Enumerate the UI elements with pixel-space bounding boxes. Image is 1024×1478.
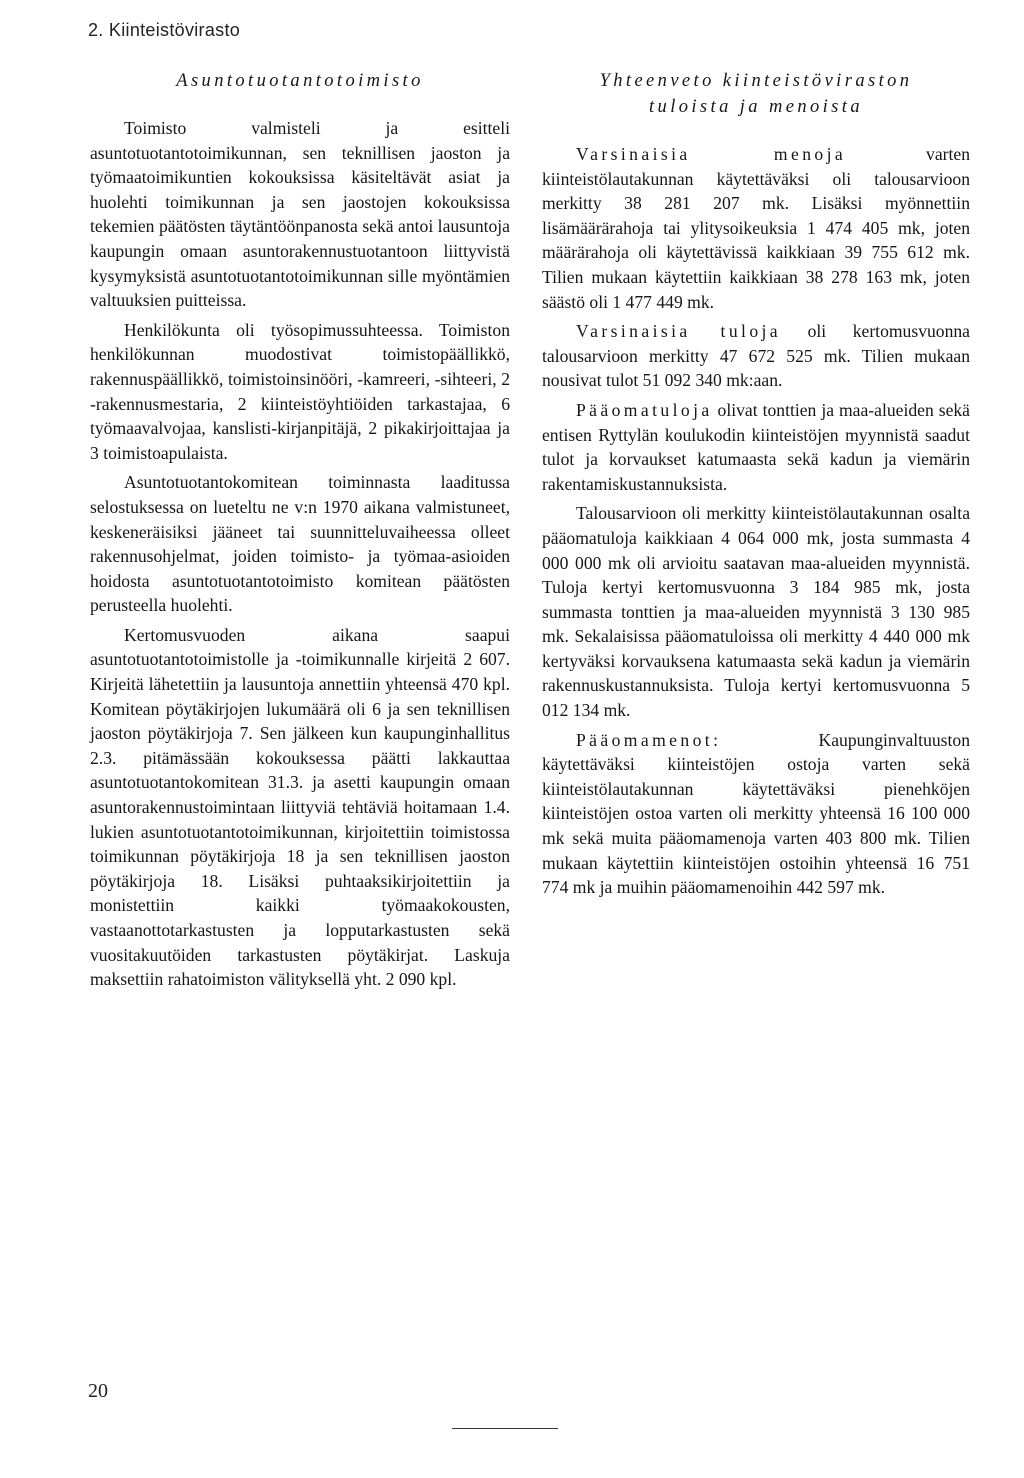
paragraph: Kertomusvuoden aikana saapui asuntotuotantotoimistolle ja -toimikunnalle kirjeitä 2 607. Kirjeitä lähetettiin ja lausuntoja annettiin yhteensä 470 kpl. Komitean pöytäkirjojen lukumäärä oli 6 ja sen teknillisen jaoston pöytäkirjoja 7. Sen jälkeen kun kaupunginhallitus 2.3. pitämässään kokouksessa päätti lakkauttaa asuntotuotantokomitean 31.3. ja asetti kaupungin omaan asuntorakennustoimintaan liittyviä tehtäviä hoitamaan 1.4. lukien asuntotuotantotoimikunnan, kirjoitettiin toimistossa toimikunnan pöytäkirjoja 18 ja sen teknillisen jaoston pöytäkirjoja 18. Lisäksi puhtaaksikirjoitettiin ja monistettiin kaikki työmaakokousten, vastaanottotarkastusten ja lopputarkastusten sekä vuositakuutöiden tarkastusten pöytäkirjat. Laskuja maksettiin rahatoimiston välityksellä yht. 2 090 kpl. (90, 624, 510, 990)
paragraph-text: olivat tonttien ja maa-alueiden sekä entisen Ryttylän koulukodin kiinteistöjen myynnistä saadut tulot ja korvaukset katumaasta sekä kadun ja viemärin rakentamiskustannuksista. (542, 399, 970, 494)
paragraph (542, 501, 970, 722)
paragraph: Toimisto valmisteli ja esitteli asuntotuotantotoimikunnan, sen teknillisen jaoston ja työmaatoimikuntien kokouksissa käsiteltävät asiat ja huolehti toimikunnan ja sen jaostojen kokouksissa tekemien päätösten täytäntöönpanosta sekä antoi lausuntoja kaupungin omaan asuntorakennustuotantoon liittyvistä kysymyksistä asuntotuotantotoimikunnan sille myöntämien valtuuksien puitteissa. (90, 118, 510, 311)
paragraph: Henkilökunta oli työsopimussuhteessa. Toimiston henkilökunnan muodostivat toimistopäällikkö, rakennuspäällikkö, toimistoinsinööri, -kamreeri, -sihteeri, 2 -rakennusmestaria, 2 kiinteistöyhtiöiden tarkastajaa, 6 työmaavalvojaa, kanslisti-kirjanpitäjä, 2 pikakirjoittajaa ja 3 toimistoapulaista. (90, 319, 510, 463)
running-head: 2. Kiinteistövirasto (88, 20, 241, 40)
section-title-yhteenveto (542, 68, 970, 120)
left-column (90, 68, 510, 997)
paragraph-lead: Varsinaisia menoja (576, 144, 847, 164)
paragraph-text: Talousarvioon oli merkitty kiinteistölautakunnan osalta pääomatuloja kaikkiaan 4 064 000 mk, josta summasta 4 000 000 mk oli arvioitu saatavan maa-alueiden myynnistä. Tuloja kertyi kertomusvuonna 3 184 985 mk, josta summasta tonttien ja maa-alueiden myynnistä 3 130 985 mk. Sekalaisissa pääomatuloissa oli merkitty 4 440 000 mk kertyväksi korvauksena katumaasta sekä kadun ja viemärin rakennuskustannuksista. Tuloja kertyi kertomusvuonna 5 012 134 mk. (542, 503, 970, 721)
page-number: 20 (88, 1380, 108, 1402)
paragraph-text: Kaupunginvaltuuston käytettäväksi kiinteistöjen ostoja varten sekä kiinteistölautakunnan käytettäväksi pienehköjen kiinteistöjen ostoa varten oli merkitty yhteensä 16 100 000 mk sekä muita pääomamenoja varten 403 800 mk. Tilien mukaan käytettiin kiinteistöjen ostoihin yhteensä 16 751 774 mk ja muihin pääomamenoihin 442 597 mk. (542, 729, 970, 898)
paragraph-lead: Varsinaisia tuloja (576, 321, 782, 342)
paragraph-lead: Pääomamenot: (576, 729, 722, 750)
paragraph: Asuntotuotantokomitean toiminnasta laaditussa selostuksessa on lueteltu ne v:n 1970 aikana valmistuneet, keskeneräisiksi jääneet tai suunnitteluvaiheessa olleet rakennusohjelmat, joiden toimisto- ja työmaa-asioiden hoidosta asuntotuotantotoimisto komitean päätösten perusteella huolehti. (90, 472, 510, 616)
paragraph-text: varten kiinteistölautakunnan käytettäväksi oli talousarvioon merkitty 38 281 207 mk. Lisäksi myönnettiin lisämäärärahoja tai ylitysoikeuksia 1 474 405 mk, joten määrärahoja oli käytettävissä kaikkiaan 39 755 612 mk. Tilien mukaan käytettiin kaikkiaan 38 278 163 mk, joten säästö oli 1 477 449 mk. (542, 144, 970, 312)
section-title-line-2: tuloista ja menoista (649, 97, 863, 117)
paragraph (542, 142, 970, 314)
paragraph (542, 319, 970, 393)
paragraph (542, 398, 970, 496)
paragraph-lead: Pääomatuloja (576, 399, 713, 420)
paragraph-text: oli kertomusvuonna talousarvioon merkitty 47 672 525 mk. Tilien mukaan nousivat tulot 51 092 340 mk:aan. (542, 321, 970, 391)
right-column (542, 68, 970, 905)
footnote-divider (452, 1428, 558, 1429)
paragraph (542, 728, 970, 900)
section-title-asuntotuotantotoimisto: Asuntotuotantotoimisto (176, 71, 424, 91)
section-title-line-1: Yhteenveto kiinteistöviraston (599, 71, 913, 91)
